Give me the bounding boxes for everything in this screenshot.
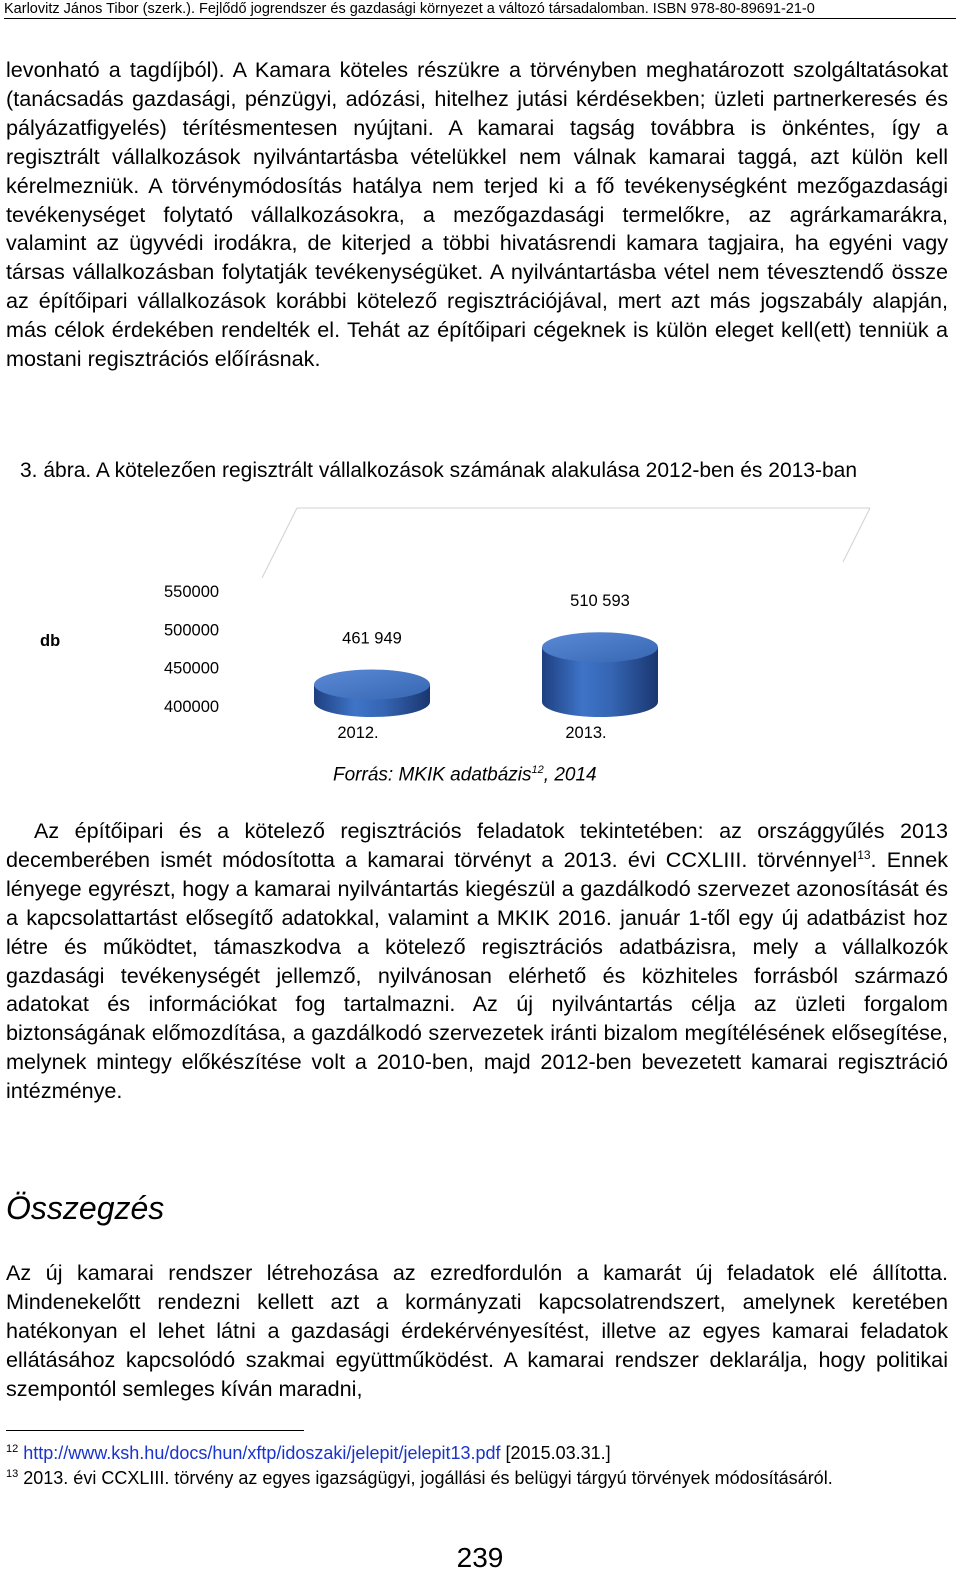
footnote-13-text: 2013. évi CCXLIII. törvény az egyes igazságügyi, jogállási és belügyi tárgyú törvények módosításáról. <box>23 1468 833 1488</box>
chart <box>0 490 960 760</box>
x-tick-label: 2012. <box>337 724 379 742</box>
running-header-text: Karlovitz János Tibor (szerk.). Fejlődő jogrendszer és gazdasági környezet a változó társadalomban. ISBN 978-80-89691-21-0 <box>4 1 815 17</box>
y-tick-label: 500000 <box>164 621 220 640</box>
paragraph-3: Az új kamarai rendszer létrehozása az ezredfordulón a kamarát új feladatok elé állította. Mindenekelőtt rendezni kellett azt a kormányzati kapcsolatrendszert, amelynek keretében hatékonyan el lehet látni a gazdasági érdekérvényesítést, illetve az egyes kamarai feladatok ellátásához kapcsolódó szakmai együttműködést. A kamarai rendszer deklarálja, hogy politikai szempontól semleges kíván maradni, <box>6 1260 948 1401</box>
source-footnote-ref[interactable]: 12 <box>531 764 544 776</box>
footnote-12-date: [2015.03.31.] <box>500 1443 611 1463</box>
bar-2013 <box>542 632 658 717</box>
bar-2012 <box>314 670 430 717</box>
figure-caption: 3. ábra. A kötelezően regisztrált vállalkozások számának alakulása 2012-ben és 2013-ban <box>20 459 858 482</box>
data-label: 461 949 <box>342 629 402 648</box>
figure-source <box>333 764 597 786</box>
paragraph-2-text-b: . Ennek lényege egyrészt, hogy a kamarai nyilvántartás kiegészül a gazdálkodó szervezet azonosítását és a kapcsolattartást elősegítő adatokkal, valamint a MKIK 2016. január 1-től egy új adatbázist hoz létre és működtet, támaszkodva a kötelező regisztrációs adatbázisra, mely a vállalkozók gazdasági tevékenységét jellemző, nyilvánosan elérhető és közhiteles forrásból származó adatokat és információkat fog tartalmazni. Az új nyilvántartás célja az üzleti forgalom biztonságának előmozdítása, a gazdálkodó szervezetek iránti bizalom megítélésének elősegítése, melynek mintegy előkészítése volt a 2010-ben, majd 2012-ben bevezetett kamarai regisztráció intézménye. <box>6 846 948 1104</box>
paragraph-2 <box>6 817 948 1106</box>
data-label: 510 593 <box>570 592 630 611</box>
footnote-12-link[interactable]: http://www.ksh.hu/docs/hun/xftp/idoszaki/jelepit/jelepit13.pdf <box>23 1443 501 1463</box>
footnote-13-number: 13 <box>6 1468 19 1480</box>
footnote-ref-13[interactable]: 13 <box>857 847 871 862</box>
y-tick-label: 400000 <box>164 698 220 716</box>
y-axis-label: db <box>40 632 61 650</box>
section-heading: Összegzés <box>6 1190 165 1226</box>
page-number: 239 <box>456 1542 504 1573</box>
footnote-13 <box>6 1462 946 1490</box>
y-tick-label: 550000 <box>164 583 220 601</box>
paragraph-2-text-a: Az építőipari és a kötelező regisztrációs feladatok tekintetében: az országgyűlés 2013 decemberében ismét módosította a kamarai törvényt a 2013. évi CCXLIII. törvénnyel <box>6 818 948 872</box>
source-text: Forrás: MKIK adatbázis <box>333 764 532 786</box>
chart-plot-frame <box>262 508 870 578</box>
footnote-divider <box>6 1430 304 1431</box>
paragraph-1: levonható a tagdíjból). A Kamara köteles részükre a törvényben meghatározott szolgáltatásokat (tanácsadás gazdasági, pénzügyi, adózási, hitelhez jutási kérdésekben; üzleti partnerkeresés és pályázatfigyelés) térítésmentesen nyújtani. A kamarai tagság továbbra is önkéntes, így a regisztrált vállalkozások nyilvántartásba vételükkel nem válnak kamarai taggá, azt külön kell kérelmezniük. A törvénymódosítás hatálya nem terjed ki a fő tevékenységként mezőgazdasági tevékenységet folytató vállalkozásokra, a mezőgazdasági termelőkre, az agrárkamarákra, valamint az ügyvédi irodákra, de kiterjed a többi hivatásrendi kamara tagjaira, ha egyéni vagy társas vállalkozásban folytatják tevékenységüket. A nyilvántartásba vétel nem tévesztendő össze az építőipari vállalkozások korábbi kötelező regisztrációjával, mert azt más jogszabály alapján, más célok érdekében rendelték el. Tehát az építőipari cégeknek is külön eleget kell(ett) tenniük a mostani regisztrációs előírásnak. <box>6 57 948 372</box>
footnote-12-number: 12 <box>6 1443 19 1455</box>
y-tick-label: 450000 <box>164 659 220 678</box>
chart-svg <box>0 490 960 760</box>
x-tick-label: 2013. <box>565 724 607 742</box>
bar-top <box>314 670 430 700</box>
footnote-12 <box>6 1437 946 1465</box>
source-year: , 2014 <box>543 764 597 786</box>
bar-top <box>542 632 658 662</box>
running-header <box>4 0 956 19</box>
